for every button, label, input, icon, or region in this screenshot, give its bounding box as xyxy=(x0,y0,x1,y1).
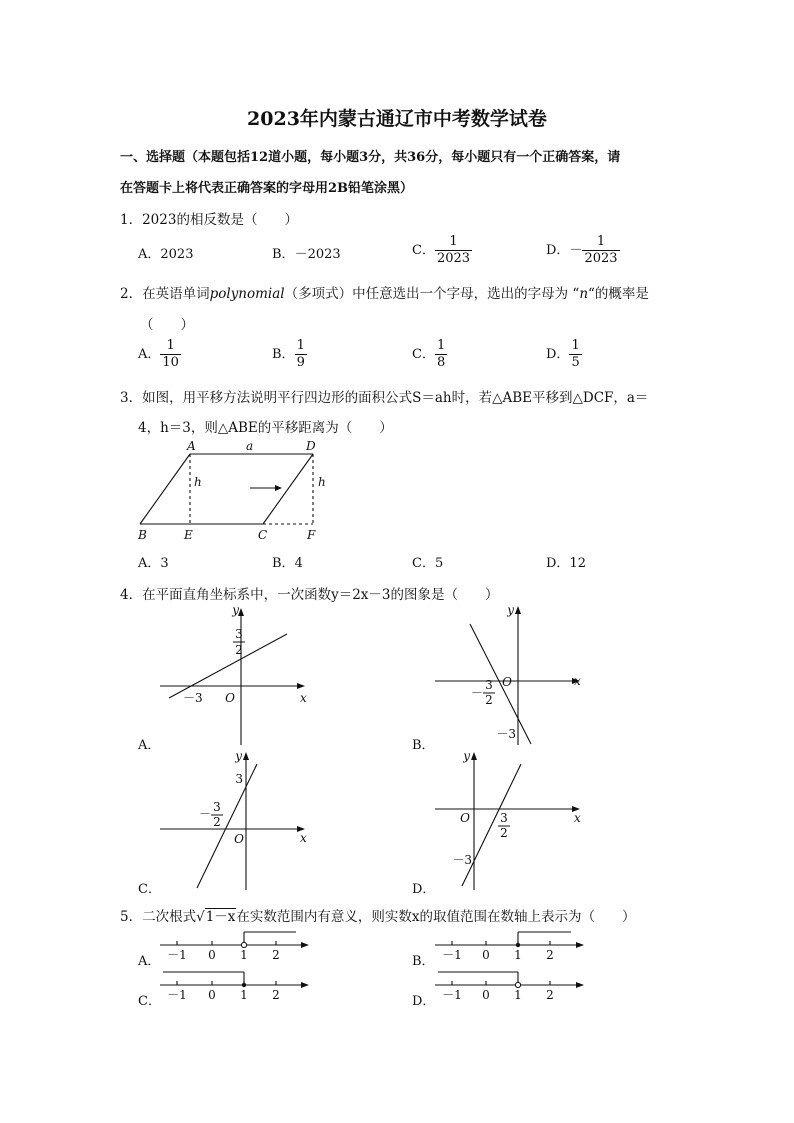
label-a: a xyxy=(246,439,254,453)
q1-option-a xyxy=(138,243,193,262)
x-intercept-numerator: 3 xyxy=(213,800,221,814)
q2-option-d-fraction xyxy=(569,338,581,371)
q4-option-b-label: B． xyxy=(412,738,435,753)
arrow-head-icon xyxy=(301,982,309,988)
axis-label-x: x xyxy=(300,831,307,845)
axis-label-x: x xyxy=(300,691,307,705)
q4-graph-a xyxy=(155,600,315,750)
arrow-head-icon xyxy=(301,942,309,948)
q4-option-c-label: C． xyxy=(138,882,161,897)
q2-stem-end: “的概率是 xyxy=(588,286,649,302)
q4-graph-c xyxy=(155,748,315,893)
q2-word: polynomial xyxy=(209,286,285,302)
q2-option-b-fraction xyxy=(295,338,307,371)
q2-option-b-label: B． xyxy=(272,347,295,362)
origin-label: O xyxy=(460,811,470,825)
q5-stem-post: 在实数范围内有意义，则实数x的取值范围在数轴上表示为（ ） xyxy=(236,909,636,925)
q1-option-a-value: 2023 xyxy=(160,247,194,262)
q1-option-d-label: D． xyxy=(546,243,570,258)
open-point xyxy=(515,982,520,987)
tick-label: －1 xyxy=(442,988,462,1002)
fraction-denominator: 2023 xyxy=(584,251,618,266)
q5-numberline-c xyxy=(155,967,315,1007)
fraction-denominator: 9 xyxy=(296,355,305,370)
origin-label: O xyxy=(502,675,512,689)
q3-option-c-value: 5 xyxy=(434,556,444,571)
q3-option-b-value: 4 xyxy=(294,556,303,571)
section-heading-line1: 一、选择题（本题包括12道小题，每小题3分，共36分，每小题只有一个正确答案，请 xyxy=(120,150,621,165)
side-ab xyxy=(140,454,190,524)
y-intercept-numerator: 3 xyxy=(235,627,243,641)
page-title: 2023年内蒙古通辽市中考数学试卷 xyxy=(247,108,547,130)
fraction-numerator: 1 xyxy=(449,234,458,249)
parallelogram-figure xyxy=(130,436,340,546)
q4-graph-d xyxy=(430,748,590,893)
tick-label: 0 xyxy=(208,948,216,962)
arrow-head-icon xyxy=(576,982,584,988)
tick-label: 0 xyxy=(208,988,216,1002)
tick-label: －1 xyxy=(167,948,187,962)
question-3-line1: 3．如图，用平移方法说明平行四边形的面积公式S＝ah时，若△ABE平移到△DCF，a＝ xyxy=(120,390,649,406)
q1-option-d-fraction xyxy=(582,234,619,267)
question-2-stem xyxy=(120,282,649,302)
q1-option-c xyxy=(412,234,472,267)
question-4-stem: 4．在平面直角坐标系中，一次函数y＝2x－3的图象是（ ） xyxy=(120,587,499,603)
x-intercept-denominator: 2 xyxy=(213,815,221,829)
fraction-numerator: 1 xyxy=(596,234,606,249)
q3-option-b xyxy=(272,552,303,571)
q3-option-a xyxy=(138,552,169,571)
origin-label: O xyxy=(225,691,235,705)
tick-label: 1 xyxy=(240,948,248,962)
q2-option-c-label: C． xyxy=(412,347,435,362)
x-arrow-icon xyxy=(297,683,305,689)
x-intercept-label: －3 xyxy=(183,691,203,705)
x-intercept-sign: － xyxy=(471,686,484,700)
q5-option-d-label: D． xyxy=(412,994,436,1009)
closed-point xyxy=(242,983,246,987)
tick-label: 2 xyxy=(546,988,554,1002)
axis-label-x: x xyxy=(574,674,581,688)
y-intercept-label: 3 xyxy=(235,772,243,786)
q1-option-b-label: B． xyxy=(272,247,295,262)
fraction-numerator: 1 xyxy=(571,338,580,353)
q3-option-a-value: 3 xyxy=(160,556,169,571)
q4-option-d-label: D． xyxy=(412,882,436,897)
arrow-head-icon xyxy=(275,485,282,491)
function-line xyxy=(169,634,287,698)
q1-option-d xyxy=(546,234,620,267)
function-line xyxy=(470,624,531,744)
fraction-denominator: 2023 xyxy=(436,251,471,266)
q4-option-a-label: A． xyxy=(138,738,161,753)
tick-label: －1 xyxy=(167,988,187,1002)
label-E: E xyxy=(184,528,193,542)
q2-option-c-fraction xyxy=(435,338,447,371)
fraction-denominator: 8 xyxy=(436,355,446,370)
q5-option-a-label: A． xyxy=(138,954,161,969)
tick-label: 2 xyxy=(272,988,280,1002)
axis-label-y: y xyxy=(232,603,239,617)
q2-letter: n xyxy=(579,286,589,302)
x-intercept-sign: － xyxy=(199,807,212,821)
y-arrow-icon xyxy=(515,606,521,614)
q1-option-c-fraction xyxy=(435,234,472,267)
q3-option-c xyxy=(412,552,443,571)
y-arrow-icon xyxy=(471,752,477,760)
tick-label: 2 xyxy=(272,948,280,962)
q2-option-c xyxy=(412,338,447,371)
tick-label: 1 xyxy=(514,948,522,962)
question-3-line2: 4，h＝3，则△ABE的平移距离为（ ） xyxy=(138,420,393,436)
q5-numberline-b xyxy=(430,927,590,967)
fraction-numerator: 1 xyxy=(436,338,446,353)
q4-graph-b xyxy=(430,600,590,750)
q2-option-a-label: A． xyxy=(138,347,161,362)
q1-option-b-value: －2023 xyxy=(294,247,341,262)
label-F: F xyxy=(307,528,316,542)
question-1-stem: 1．2023的相反数是（ ） xyxy=(120,212,298,228)
axis-label-y: y xyxy=(235,749,242,763)
q1-option-b xyxy=(272,243,341,262)
x-intercept-denominator: 2 xyxy=(485,693,493,707)
tick-label: 0 xyxy=(482,988,490,1002)
axis-label-y: y xyxy=(507,603,514,617)
x-intercept-denominator: 2 xyxy=(500,826,508,840)
x-intercept-numerator: 3 xyxy=(500,811,508,825)
q5-option-b-label: B． xyxy=(412,954,435,969)
origin-label: O xyxy=(234,832,244,846)
side-dc xyxy=(263,454,313,524)
q5-stem-pre: 5．二次根式 xyxy=(120,909,197,925)
label-h-right: h xyxy=(318,475,326,489)
q2-option-d xyxy=(546,338,582,371)
closed-point xyxy=(516,943,520,947)
y-intercept-label: －3 xyxy=(452,853,472,867)
q1-option-c-label: C． xyxy=(412,243,435,258)
open-point xyxy=(241,942,246,947)
tick-label: 0 xyxy=(482,948,490,962)
label-D: D xyxy=(306,439,316,453)
question-5-stem xyxy=(120,905,636,925)
label-C: C xyxy=(258,528,268,542)
question-2-line2: （ ） xyxy=(140,317,194,333)
q3-option-b-label: B． xyxy=(272,556,295,571)
q3-option-c-label: C． xyxy=(412,556,435,571)
arrow-head-icon xyxy=(576,942,584,948)
fraction-denominator: 5 xyxy=(571,355,580,370)
q2-stem-post: （多项式）中任意选出一个字母，选出的字母为 “ xyxy=(284,286,580,302)
function-line xyxy=(462,764,521,886)
y-arrow-icon xyxy=(243,752,249,760)
fraction-numerator: 1 xyxy=(296,338,305,353)
q3-option-a-label: A． xyxy=(138,556,161,571)
tick-label: 1 xyxy=(240,988,248,1002)
sqrt-icon: √ xyxy=(196,909,205,925)
q1-option-d-sign: － xyxy=(569,243,583,258)
q5-option-c-label: C． xyxy=(138,994,161,1009)
q3-option-d xyxy=(546,552,586,571)
q2-option-b xyxy=(272,338,307,371)
tick-label: 2 xyxy=(546,948,554,962)
q2-option-a-fraction xyxy=(160,338,181,371)
q2-stem-pre: 2．在英语单词 xyxy=(120,286,210,302)
fraction-denominator: 10 xyxy=(162,355,179,370)
label-h-left: h xyxy=(194,475,202,489)
axis-label-y: y xyxy=(463,749,470,763)
q3-option-d-label: D． xyxy=(546,556,570,571)
q5-numberline-d xyxy=(430,967,590,1007)
y-intercept-denominator: 2 xyxy=(235,643,243,657)
function-line xyxy=(197,764,257,888)
q2-option-d-label: D． xyxy=(546,347,570,362)
section-heading-line2: 在答题卡上将代表正确答案的字母用2B铅笔涂黑） xyxy=(120,181,414,196)
x-intercept-numerator: 3 xyxy=(485,678,493,692)
tick-label: －1 xyxy=(442,948,462,962)
fraction-numerator: 1 xyxy=(166,338,175,353)
axis-label-x: x xyxy=(574,811,581,825)
tick-label: 1 xyxy=(514,988,522,1002)
q5-numberline-a xyxy=(155,927,315,967)
label-B: B xyxy=(138,528,147,542)
q5-radicand: 1－x xyxy=(205,909,236,925)
q2-option-a xyxy=(138,338,181,371)
q3-option-d-value: 12 xyxy=(569,556,586,571)
label-A: A xyxy=(187,439,196,453)
q1-option-a-label: A． xyxy=(138,247,161,262)
y-intercept-label: －3 xyxy=(496,727,516,741)
